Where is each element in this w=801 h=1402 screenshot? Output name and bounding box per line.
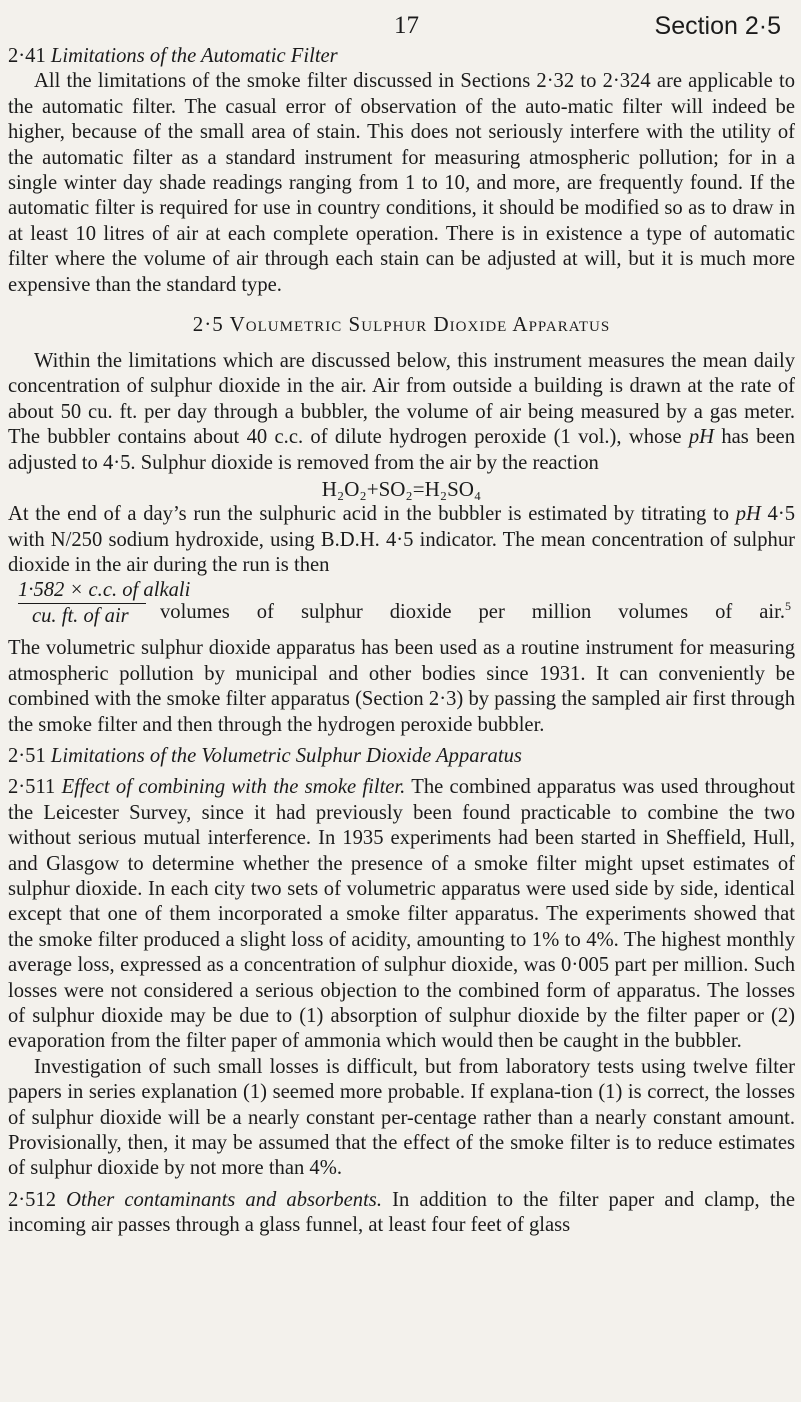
paragraph: Investigation of such small losses is difficult, but from laboratory tests using twelve filter papers in series explanation (1) seemed more probable. If explana-tion (1) is correct, the losses of sulphur dioxide will be a nearly constant per-centage rather than a nearly constant amount. Provisionally, then, it may be assumed that the effect of the smoke filter is to reduce estimates of sulphur dioxide by not more than 4%. (8, 1055, 795, 1180)
ph-symbol: pH (735, 503, 761, 526)
text-run: 4·5 with N/250 sodium hydroxide, using B.D.H. 4·5 indicator. The mean concentration of sulphur dioxide in the air during the run is then (8, 503, 795, 576)
ph-symbol: pH (688, 426, 715, 449)
text-run: The combined apparatus was used throughout the Leicester Survey, since it had previously been found practicable to combine the two without serious mutual interference. In 1935 experiments had been started in Sheffield, Hull, and Glasgow to determine whether the presence of a smoke filter might upset estimates of sulphur dioxide. In each city two sets of volumetric apparatus were used side by side, identical except that one of them incorporated a smoke filter apparatus. The experiments showed that the smoke filter produced a slight loss of acidity, amounting to 1% to 4%. The highest monthly average loss, expressed as a concentration of sulphur dioxide, was 0·005 part per million. Such losses were not considered a serious objection to the combined form of apparatus. The losses of sulphur dioxide may be due to (1) absorption of sulphur dioxide by the filter paper or (2) evaporation from the filter paper of ammonia which would then be caught in the bubbler. (8, 776, 795, 1053)
section-title: Effect of combining with the smoke filter. (61, 776, 406, 799)
text-run: has been adjusted to 4·5. Sulphur dioxide is removed from the air by the reaction (8, 426, 795, 474)
fraction-denominator: cu. ft. of air (32, 605, 129, 628)
paragraph (8, 349, 795, 476)
section-number: 2·41 (8, 45, 46, 67)
paragraph: The volumetric sulphur dioxide apparatus has been used as a routine instrument for measuring atmospheric pollution by municipal and other bodies since 1931. It can conveniently be combined with the smoke filter apparatus (Section 2·3) by passing the sampled air first through the smoke filter and then through the hydrogen peroxide bubbler. (8, 637, 795, 736)
section-title: Limitations of the Automatic Filter (50, 45, 338, 67)
text-run: In addition to the filter paper and clamp, the incoming air passes through a glass funnel, at least four feet of glass (8, 1188, 795, 1237)
section-2-51-heading (8, 744, 795, 769)
text-run: volumes of sulphur dioxide per million volumes of air. (160, 601, 785, 624)
section-2-41-heading (8, 44, 795, 69)
footnote-ref: 5 (785, 599, 791, 614)
text-run: Within the limitations which are discussed below, this instrument measures the mean daily concentration of sulphur dioxide in the air. Air from outside a building is drawn at the rate of about 50 cu. ft. per day through a bubbler, the volume of air being measured by a gas meter. The bubbler contains about 40 c.c. of dilute hydrogen peroxide (1 vol.), whose (8, 350, 795, 449)
paragraph: All the limitations of the smoke filter discussed in Sections 2·32 to 2·324 are applicable to the automatic filter. The casual error of observation of the auto-matic filter will indeed be higher, because of the small area of stain. This does not seriously interfere with the utility of the automatic filter as a standard instrument for measuring atmospheric pollution; for in a single winter day shade readings ranging from 1 to 10, and more, are frequently found. If the automatic filter is required for use in country conditions, it should be modified so as to draw in at least 10 litres of air at each complete operation. There is in existence a type of automatic filter where the volume of air through each stain can be adjusted at will, but it is much more expensive than the standard type. (8, 70, 795, 296)
section-number: 2·51 (8, 744, 46, 767)
paragraph (8, 502, 795, 578)
section-label: Section 2·5 (654, 12, 781, 40)
section-title: Limitations of the Volumetric Sulphur Dioxide Apparatus (50, 744, 522, 767)
section-number: 2·511 (8, 776, 56, 799)
page-number: 17 (394, 12, 419, 39)
paragraph (8, 775, 795, 1054)
section-2-5-heading: 2·5 Volumetric Sulphur Dioxide Apparatus (192, 312, 611, 337)
section-title: Other contaminants and absorbents. (66, 1188, 382, 1211)
running-head (8, 0, 795, 44)
fraction-numerator: 1·582 × c.c. of alkali (18, 579, 191, 602)
formula-text (160, 600, 791, 625)
reaction-equation: H₂O₂+SO₂=H₂SO₄ (321, 477, 482, 502)
section-number: 2·512 (8, 1188, 57, 1211)
paragraph (8, 1188, 795, 1239)
text-run: At the end of a day’s run the sulphuric acid in the bubbler is estimated by titrating to (8, 503, 736, 526)
concentration-formula (8, 578, 795, 636)
